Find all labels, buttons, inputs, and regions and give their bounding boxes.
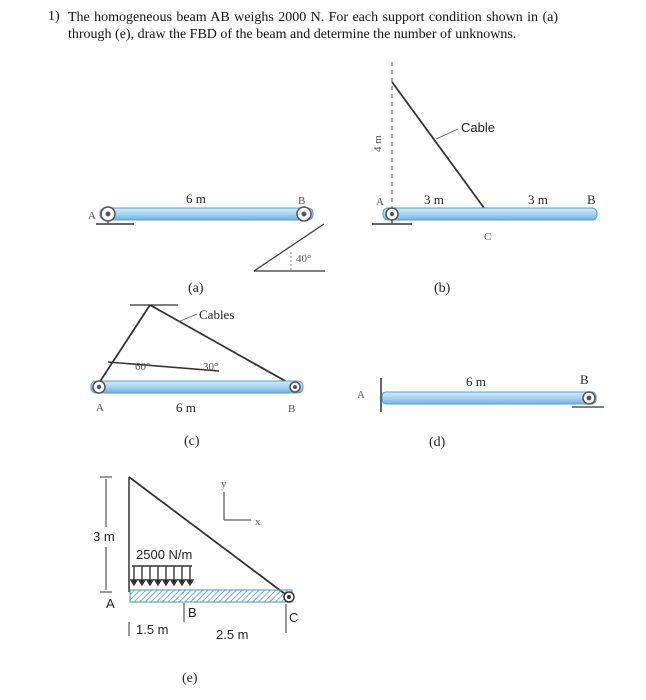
angle-a: 40° — [296, 253, 312, 265]
problem-number: 1) — [48, 9, 60, 24]
figure-b — [372, 62, 597, 296]
beam-b — [383, 208, 597, 220]
incline-line — [254, 224, 324, 271]
dim-right-b: 3 m — [528, 192, 548, 207]
axis-x-e: x — [255, 516, 261, 528]
label-d-a: A — [357, 389, 365, 401]
beam-c — [91, 381, 303, 393]
dim-right-e: 2.5 m — [216, 627, 249, 642]
caption-a: (a) — [188, 281, 204, 296]
angle-left-c: 60° — [135, 361, 151, 373]
figure-e — [93, 477, 298, 686]
figure-a — [88, 191, 325, 296]
caption-c: (c) — [184, 434, 200, 449]
cable-e — [129, 477, 289, 597]
caption-d: (d) — [429, 435, 446, 450]
beam-d — [382, 392, 596, 404]
dim-left-e: 1.5 m — [136, 622, 169, 637]
label-e-c: C — [289, 610, 299, 625]
length-a: 6 m — [186, 191, 206, 206]
dim-left-b: 3 m — [424, 192, 444, 207]
height-b: 4 m — [372, 135, 384, 152]
label-b-a: A — [376, 196, 384, 208]
label-b-b: B — [587, 192, 596, 207]
figure-c — [91, 305, 303, 449]
problem-text: The homogeneous beam AB weighs 2000 N. For each support condition shown in (a) through (e), draw the FBD of the beam and determine the number of unknowns. — [68, 10, 558, 42]
load-e: 2500 N/m — [136, 547, 193, 562]
cables-label-c: Cables — [199, 307, 235, 322]
label-d-b: B — [580, 372, 589, 387]
beam-a — [100, 208, 313, 220]
figure-d — [357, 372, 604, 450]
length-d: 6 m — [466, 374, 486, 389]
axis-y-e: y — [221, 478, 227, 490]
angle-right-c: 30° — [203, 361, 219, 373]
label-b-c: C — [484, 231, 492, 243]
cable-label-b: Cable — [461, 120, 495, 135]
caption-b: (b) — [434, 281, 451, 296]
height-e: 3 m — [93, 529, 115, 544]
label-e-b: B — [188, 605, 197, 620]
label-a-b: B — [298, 195, 306, 207]
length-c: 6 m — [176, 400, 196, 415]
label-c-b: B — [288, 403, 296, 415]
load-arrows-e — [131, 566, 193, 585]
label-c-a: A — [96, 402, 104, 414]
caption-e: (e) — [182, 671, 198, 686]
beam-e — [130, 590, 292, 602]
label-e-a: A — [106, 596, 115, 611]
label-a-a: A — [88, 210, 96, 222]
